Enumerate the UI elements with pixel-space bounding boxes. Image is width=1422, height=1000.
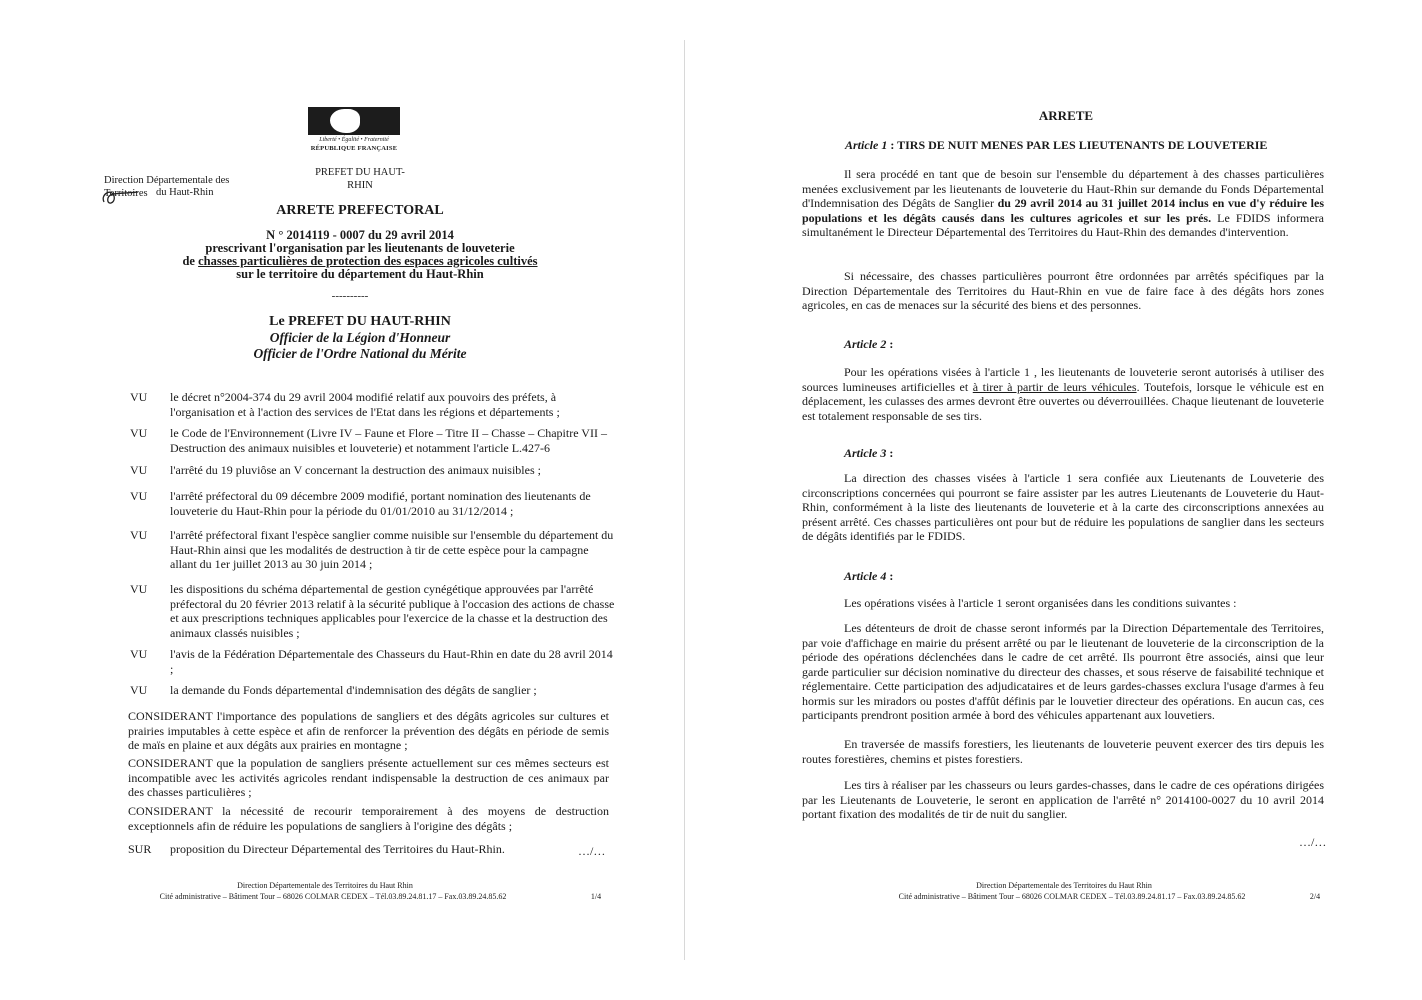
clause-text: l'avis de la Fédération Départementale des Chasseurs du Haut-Rhin en date du 28 avril 2014 ; [170, 647, 613, 676]
sur-label: SUR [128, 842, 152, 856]
clause-label: VU [130, 647, 148, 661]
article-2-paragraph [802, 365, 1324, 423]
considerant-text: la nécessité de recourir temporairement à des moyens de destruction exceptionnels afin de réduire les populations de sangliers à l'origine des dégâts ; [128, 804, 610, 833]
flag-block [308, 107, 400, 135]
article-3-colon: : [886, 446, 894, 460]
page-divider [684, 40, 685, 960]
footer-line-1: Direction Départementale des Territoires du Haut Rhin [976, 881, 1152, 890]
article-1-p1-a: Il sera procédé en tant que de besoin sur l'ensemble du département à des chasses particulières menées exclusivement par les lieutenants de louveterie du Haut-Rhin sur demande du Fonds Départemental d'Indemnisation des Dégâts de Sanglier [802, 167, 1324, 210]
clause-text: le décret n°2004-374 du 29 avril 2004 modifié relatif aux pouvoirs des préfets, à l'organisation et à l'action des services de l'Etat dans les régions et départements ; [170, 390, 560, 419]
footer-line-2: Cité administrative – Bâtiment Tour – 68026 COLMAR CEDEX – Tél.03.89.24.81.17 – Fax.03.89.24.85.62 [898, 892, 1246, 901]
subtitle-prefix: de [182, 254, 199, 268]
article-2-heading [844, 337, 1044, 352]
article-4-paragraph-2: Les détenteurs de droit de chasse seront informés par la Direction Départementale des Territoires, par voie d'affichage en mairie du présent arrêté ou par le lieutenant de louveterie de la circonscription de la période des opérations déclenchées dans le cadre de cet arrêté. Ils pourront être associés, ainsi que leur garde particulier sur décision nominative du directeur des chasses, et sous réserve de faisabilité technique et réglementaire. Cette participation des adjudicataires et de leurs gardes-chasses exclura l'usage d'armes à feu hormis sur les miradors ou postes d'affût définis par le louvetier directeur des opérations. En aucun cas, ces participants prendront position armée à bord des véhicules appartenant aux louvetiers. [802, 621, 1324, 722]
article-4-paragraph-4: Les tirs à réaliser par les chasseurs ou leurs gardes-chasses, dans le cadre de ces opérations dirigées par les Lieutenants de Louveterie, le seront en application de l'arrêté n° 2014100-0027 du 10 avril 2014 portant fixation des modalités de tir de nuit du sanglier. [802, 778, 1324, 821]
considerant-2 [128, 756, 609, 800]
clause-label: VU [130, 582, 148, 596]
page-number: 2/4 [1309, 892, 1321, 901]
considerant-3 [128, 804, 609, 833]
considerant-text: l'importance des populations de sangliers et des dégâts agricoles sur cultures et prairies imputables à cette espèce et afin de renforcer la prévention des dégâts en période de semis de maïs en plaine et aux dégâts aux prairies en montagne ; [128, 709, 609, 752]
considerant-label: CONSIDERANT [128, 709, 213, 723]
clause-label: VU [130, 426, 148, 440]
article-3-label: Article 3 [844, 446, 887, 460]
considerant-label: CONSIDERANT [128, 804, 213, 818]
subtitle-line-1: prescrivant l'organisation par les lieutenants de louveterie [205, 241, 515, 255]
subtitle-line-3: sur le territoire du département du Haut-Rhin [236, 267, 484, 281]
article-4-heading [844, 569, 1044, 584]
article-1-heading [845, 138, 1345, 153]
page-number: 1/4 [590, 892, 602, 901]
article-4-colon: : [886, 569, 894, 583]
signature-mark [98, 184, 146, 210]
clause-text: l'arrêté du 19 pluviôse an V concernant la destruction des animaux nuisibles ; [170, 463, 541, 477]
footer-line-1: Direction Départementale des Territoires du Haut Rhin [237, 881, 413, 890]
clause-label: VU [130, 489, 148, 503]
article-2-p-underlined: à tirer à partir de leurs véhicules [972, 379, 1137, 394]
considerant-label: CONSIDERANT [128, 756, 213, 770]
honneur-line: Officier de la Légion d'Honneur [269, 330, 451, 345]
document-title: ARRETE PREFECTORAL [276, 203, 444, 218]
marianne-profile-icon [330, 109, 360, 133]
clause-label: VU [130, 683, 148, 697]
article-1-p1-b: Le FDIDS informera simultanément le Directeur Départemental des Territoires du Haut-Rhin des demandes d'intervention. [802, 210, 1325, 239]
considerant-text: que la population de sangliers présente actuellement sur ces mêmes secteurs est incompatible avec les activités agricoles rendant indispensable la destruction de ces animaux par des chasses particulières ; [128, 756, 609, 799]
logo-motto: Liberté • Égalité • Fraternité [319, 137, 389, 143]
article-1-p1-bold: du 29 avril 2014 au 31 juillet 2014 inclus en vue d'y réduire les populations et les dégâts causés dans les cultures agricoles et sur les prés. [802, 196, 1324, 225]
arrete-number: N ° 2014119 - 0007 du 29 avril 2014 [266, 228, 454, 242]
article-2-colon: : [886, 337, 894, 351]
clause-text: la demande du Fonds départemental d'indemnisation des dégâts de sanglier ; [170, 683, 537, 697]
subtitle-underlined: chasses particulières de protection des espaces agricoles cultivés [198, 254, 538, 268]
arrete-heading: ARRETE [1038, 108, 1094, 123]
article-1-paragraph-1 [802, 167, 1324, 240]
article-3-paragraph: La direction des chasses visées à l'article 1 sera confiée aux Lieutenants de Louveterie des circonscriptions concernées qui pourront se faire assister par les autres Lieutenants de Louveterie du Haut-Rhin, conformément à la liste des lieutenants de louveterie et à la carte des circonscriptions annexées au présent arrêté. Ces chasses particulières ont pour but de réduire les populations de sanglier dans les secteurs de dégâts identifiés par le FDIDS. [802, 471, 1324, 543]
page-2 [711, 0, 1422, 1000]
footer-line-2: Cité administrative – Bâtiment Tour – 68026 COLMAR CEDEX – Tél.03.89.24.81.17 – Fax.03.89.24.85.62 [159, 892, 507, 901]
article-2-label: Article 2 [844, 337, 887, 351]
article-1-paragraph-2: Si nécessaire, des chasses particulières pourront être ordonnées par arrêtés spécifiques par la Direction Départementale des Territoires du Haut-Rhin en vue de faire face à des dégâts hors zones agricoles, en cas de menaces sur la sécurité des biens et des personnes. [802, 269, 1324, 312]
prefet-title: Le PREFET DU HAUT-RHIN [269, 314, 451, 329]
continuation-mark: …/… [578, 844, 606, 858]
marianne-logo [308, 107, 400, 159]
article-2-p-a: Pour les opérations visées à l'article 1 , les lieutenants de louveterie seront autorisés à utiliser des sources lumineuses artificielles et [802, 365, 1324, 394]
prefet-header: PREFET DU HAUT-RHIN [315, 167, 405, 191]
clause-label: VU [130, 463, 148, 477]
clause-text: l'arrêté préfectoral fixant l'espèce sanglier comme nuisible sur l'ensemble du département du Haut-Rhin ainsi que les modalités de destruction à tir de cette espèce pour la campagne allant du 1er juillet 2013 au 30 juin 2014 ; [170, 528, 614, 571]
continuation-mark: …/… [1299, 835, 1327, 849]
article-2-p-b: . Toutefois, lorsque le véhicule est en déplacement, les culasses des armes devront être ouvertes ou déverrouillées. Chaque lieutenant de louveterie est totalement responsable de ses tirs. [802, 379, 1324, 423]
article-4-paragraph-3: En traversée de massifs forestiers, les lieutenants de louveterie peuvent exercer des tirs depuis les routes forestières, chemins et pistes forestiers. [802, 737, 1324, 766]
direction-line-1: Direction Départementale des Territoires [104, 175, 230, 199]
article-4-paragraph-1: Les opérations visées à l'article 1 seront organisées dans les conditions suivantes : [844, 596, 1237, 610]
considerant-1 [128, 709, 609, 753]
sur-text: proposition du Directeur Départemental des Territoires du Haut-Rhin. [170, 842, 505, 856]
clause-label: VU [130, 390, 148, 404]
clause-text: l'arrêté préfectoral du 09 décembre 2009 modifié, portant nomination des lieutenants de louveterie du Haut-Rhin pour la période du 01/01/2010 au 31/12/2014 ; [170, 489, 591, 518]
clause-text: les dispositions du schéma départemental de gestion cynégétique approuvées par l'arrêté préfectoral du 20 février 2013 relatif à la sécurité publique à l'occasion des actions de chasse et aux prescriptions techniques applicables pour l'exercice de la chasse et la destruction des animaux classés nuisibles ; [170, 582, 615, 640]
direction-line-2: du Haut-Rhin [156, 187, 214, 198]
article-1-title: : TIRS DE NUIT MENES PAR LES LIEUTENANTS DE LOUVETERIE [887, 138, 1268, 152]
clause-label: VU [130, 528, 148, 542]
article-3-heading [844, 446, 1044, 461]
separator: ---------- [331, 290, 369, 302]
article-4-label: Article 4 [844, 569, 887, 583]
logo-republique: RÉPUBLIQUE FRANÇAISE [310, 145, 398, 152]
merite-line: Officier de l'Ordre National du Mérite [253, 346, 467, 361]
clause-text: le Code de l'Environnement (Livre IV – Faune et Flore – Titre II – Chasse – Chapitre VII – Destruction des animaux nuisibles et louveterie) et notamment l'article L.427-6 [170, 426, 607, 455]
article-1-label: Article 1 [845, 138, 888, 152]
